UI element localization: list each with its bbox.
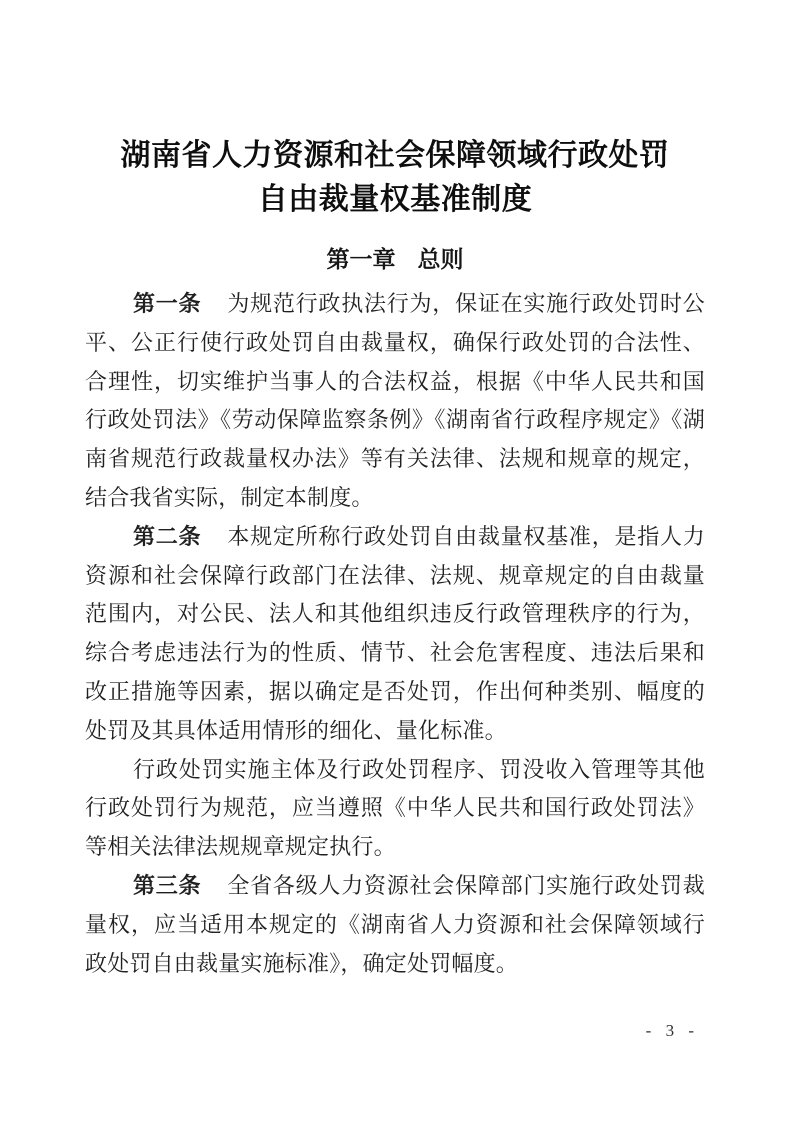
article-3-label: 第三条 bbox=[133, 872, 202, 898]
chapter-number: 第一章 bbox=[326, 247, 396, 272]
paragraph-article-2 bbox=[85, 518, 705, 751]
title-line-1: 湖南省人力资源和社会保障领域行政处罚 bbox=[120, 139, 670, 172]
document-title bbox=[85, 134, 705, 222]
chapter-name: 总则 bbox=[417, 247, 464, 272]
document-content bbox=[85, 134, 705, 983]
document-body bbox=[85, 285, 705, 983]
paragraph-article-3 bbox=[85, 867, 705, 983]
paragraph-article-1 bbox=[85, 285, 705, 518]
article-2b-text: 行政处罚实施主体及行政处罚程序、罚没收入管理等其他行政处罚行为规范，应当遵照《中华人民共和国行政处罚法》等相关法律法规规章规定执行。 bbox=[85, 756, 705, 860]
article-2-label: 第二条 bbox=[133, 523, 202, 549]
article-1-text: 为规范行政执法行为，保证在实施行政处罚时公平、公正行使行政处罚自由裁量权，确保行政处罚的合法性、合理性，切实维护当事人的合法权益，根据《中华人民共和国行政处罚法》《劳动保障监察条例》《湖南省行政程序规定》《湖南省规范行政裁量权办法》等有关法律、法规和规章的规定，结合我省实际，制定本制度。 bbox=[85, 291, 705, 510]
page-number: - 3 - bbox=[645, 1021, 699, 1040]
paragraph-article-2-continuation bbox=[85, 751, 705, 867]
title-line-2: 自由裁量权基准制度 bbox=[257, 183, 533, 216]
chapter-heading bbox=[85, 245, 705, 275]
article-2-text: 本规定所称行政处罚自由裁量权基准，是指人力资源和社会保障行政部门在法律、法规、规章规定的自由裁量范围内，对公民、法人和其他组织违反行政管理秩序的行为，综合考虑违法行为的性质、情节、社会危害程度、违法后果和改正措施等因素，据以确定是否处罚，作出何种类别、幅度的处罚及其具体适用情形的细化、量化标准。 bbox=[85, 523, 705, 743]
article-1-label: 第一条 bbox=[133, 291, 202, 316]
article-3-text: 全省各级人力资源社会保障部门实施行政处罚裁量权，应当适用本规定的《湖南省人力资源和社会保障领域行政处罚自由裁量实施标准》，确定处罚幅度。 bbox=[85, 872, 705, 976]
